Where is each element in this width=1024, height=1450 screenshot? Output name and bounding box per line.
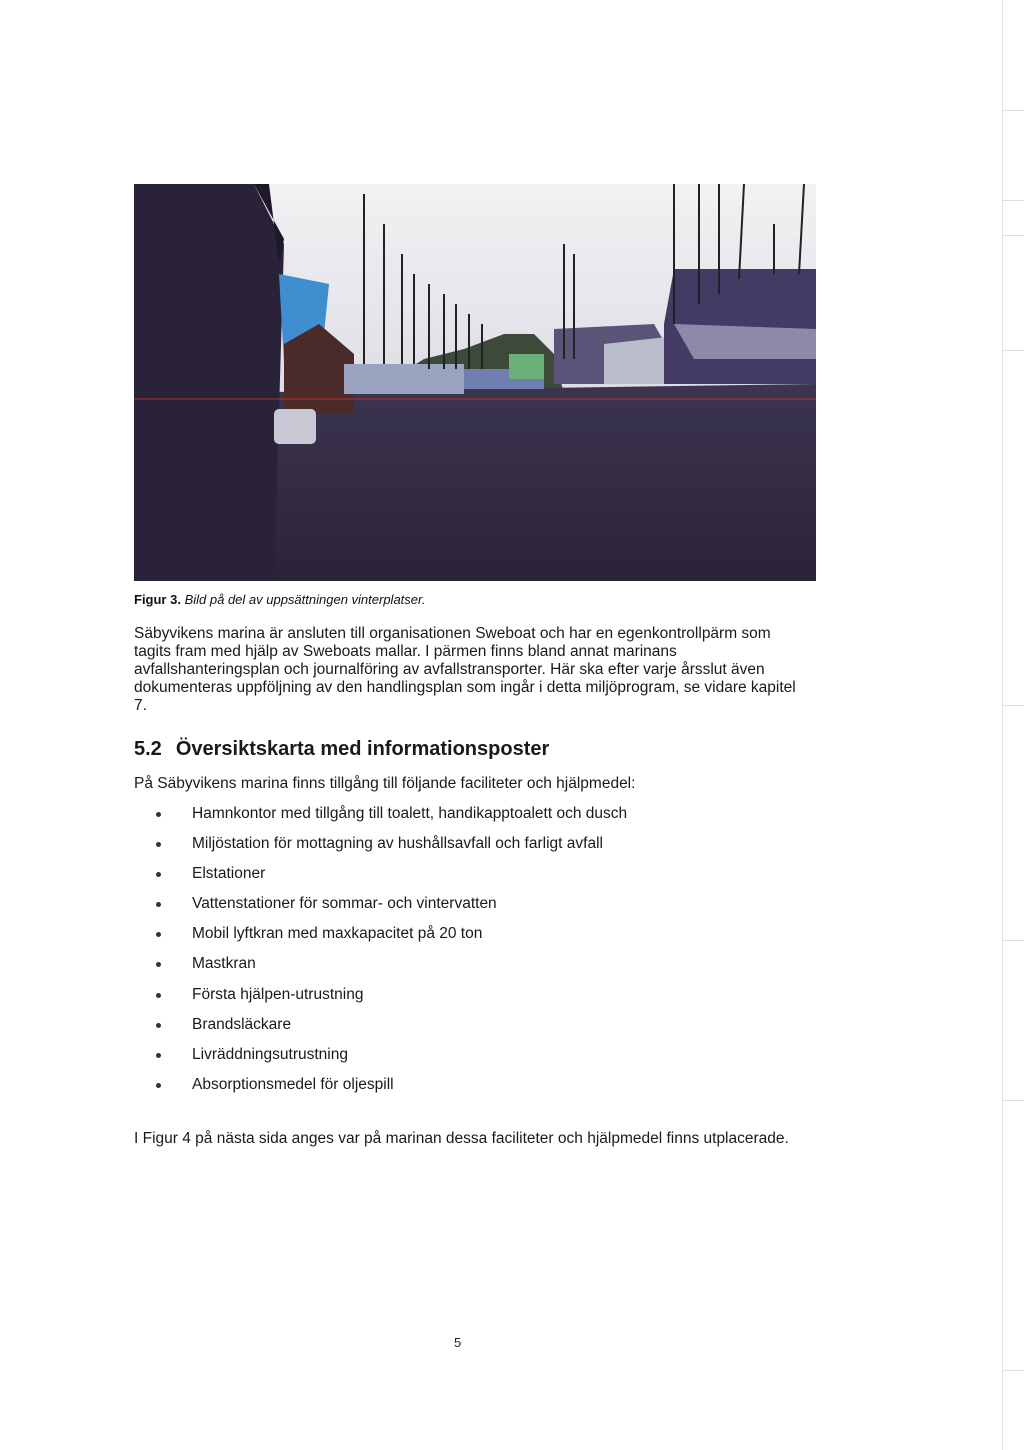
bullet-icon [156,993,161,998]
facility-list [134,800,627,1101]
closing-paragraph: I Figur 4 på nästa sida anges var på marinan dessa faciliteter och hjälpmedel finns utplacerade. [134,1130,789,1147]
figure-caption-label: Figur 3. [134,592,181,607]
scan-edge-tick [1002,705,1024,706]
figure-caption-text: Bild på del av uppsättningen vinterplatser. [184,592,426,607]
bullet-icon [156,1053,161,1058]
bullet-icon [156,1083,161,1088]
bullet-icon [156,872,161,877]
list-item-text: Elstationer [192,865,266,883]
list-item [134,950,627,980]
bullet-icon [156,842,161,847]
scan-edge-tick [1002,1100,1024,1101]
list-item [134,920,627,950]
list-item [134,860,627,890]
section-number: 5.2 [134,738,162,760]
body-paragraph: Säbyvikens marina är ansluten till organisationen Sweboat och har en egenkontrollpärm som tagits fram med hjälp av Sweboats mallar. I pärmen finns bland annat marinans avfallshanteringsplan och journalföring av avfallstransporter. Här ska efter varje årsslut även dokumenteras uppföljning av den handlingsplan som ingår i detta miljöprogram, se vidare kapitel 7. [134,625,796,714]
scan-edge-tick [1002,940,1024,941]
list-item [134,830,627,860]
page-number: 5 [454,1335,462,1350]
scan-edge-tick [1002,110,1024,111]
list-item-text: Brandsläckare [192,1015,292,1033]
list-item-text: Första hjälpen-utrustning [192,985,364,1003]
bullet-icon [156,902,161,907]
list-item-text: Livräddningsutrustning [192,1045,348,1063]
list-item-text: Absorptionsmedel för oljespill [192,1075,394,1093]
scan-edge-tick [1002,235,1024,236]
list-item-text: Mobil lyftkran med maxkapacitet på 20 ton [192,925,483,943]
list-item [134,981,627,1011]
list-item [134,800,627,830]
figure-caption [134,592,425,607]
bullet-icon [156,1023,161,1028]
list-item-text: Hamnkontor med tillgång till toalett, handikapptoalett och dusch [192,805,628,822]
scan-edge-line [1002,0,1003,1450]
list-item [134,890,627,920]
list-item-text: Vattenstationer för sommar- och vintervatten [192,895,497,913]
list-item [134,1011,627,1041]
bullet-icon [156,962,161,967]
scan-edge-tick [1002,200,1024,201]
section-intro: På Säbyvikens marina finns tillgång till följande faciliteter och hjälpmedel: [134,775,636,792]
list-item [134,1071,627,1101]
scan-edge-tick [1002,350,1024,351]
section-title: Översiktskarta med informationsposter [175,738,550,760]
figure-photo [134,184,816,581]
section-heading [134,738,549,761]
list-item-text: Miljöstation för mottagning av hushållsavfall och farligt avfall [192,835,603,853]
list-item-text: Mastkran [192,955,256,973]
list-item [134,1041,627,1071]
bullet-icon [156,932,161,937]
bullet-icon [156,812,161,817]
scan-edge-tick [1002,1370,1024,1371]
